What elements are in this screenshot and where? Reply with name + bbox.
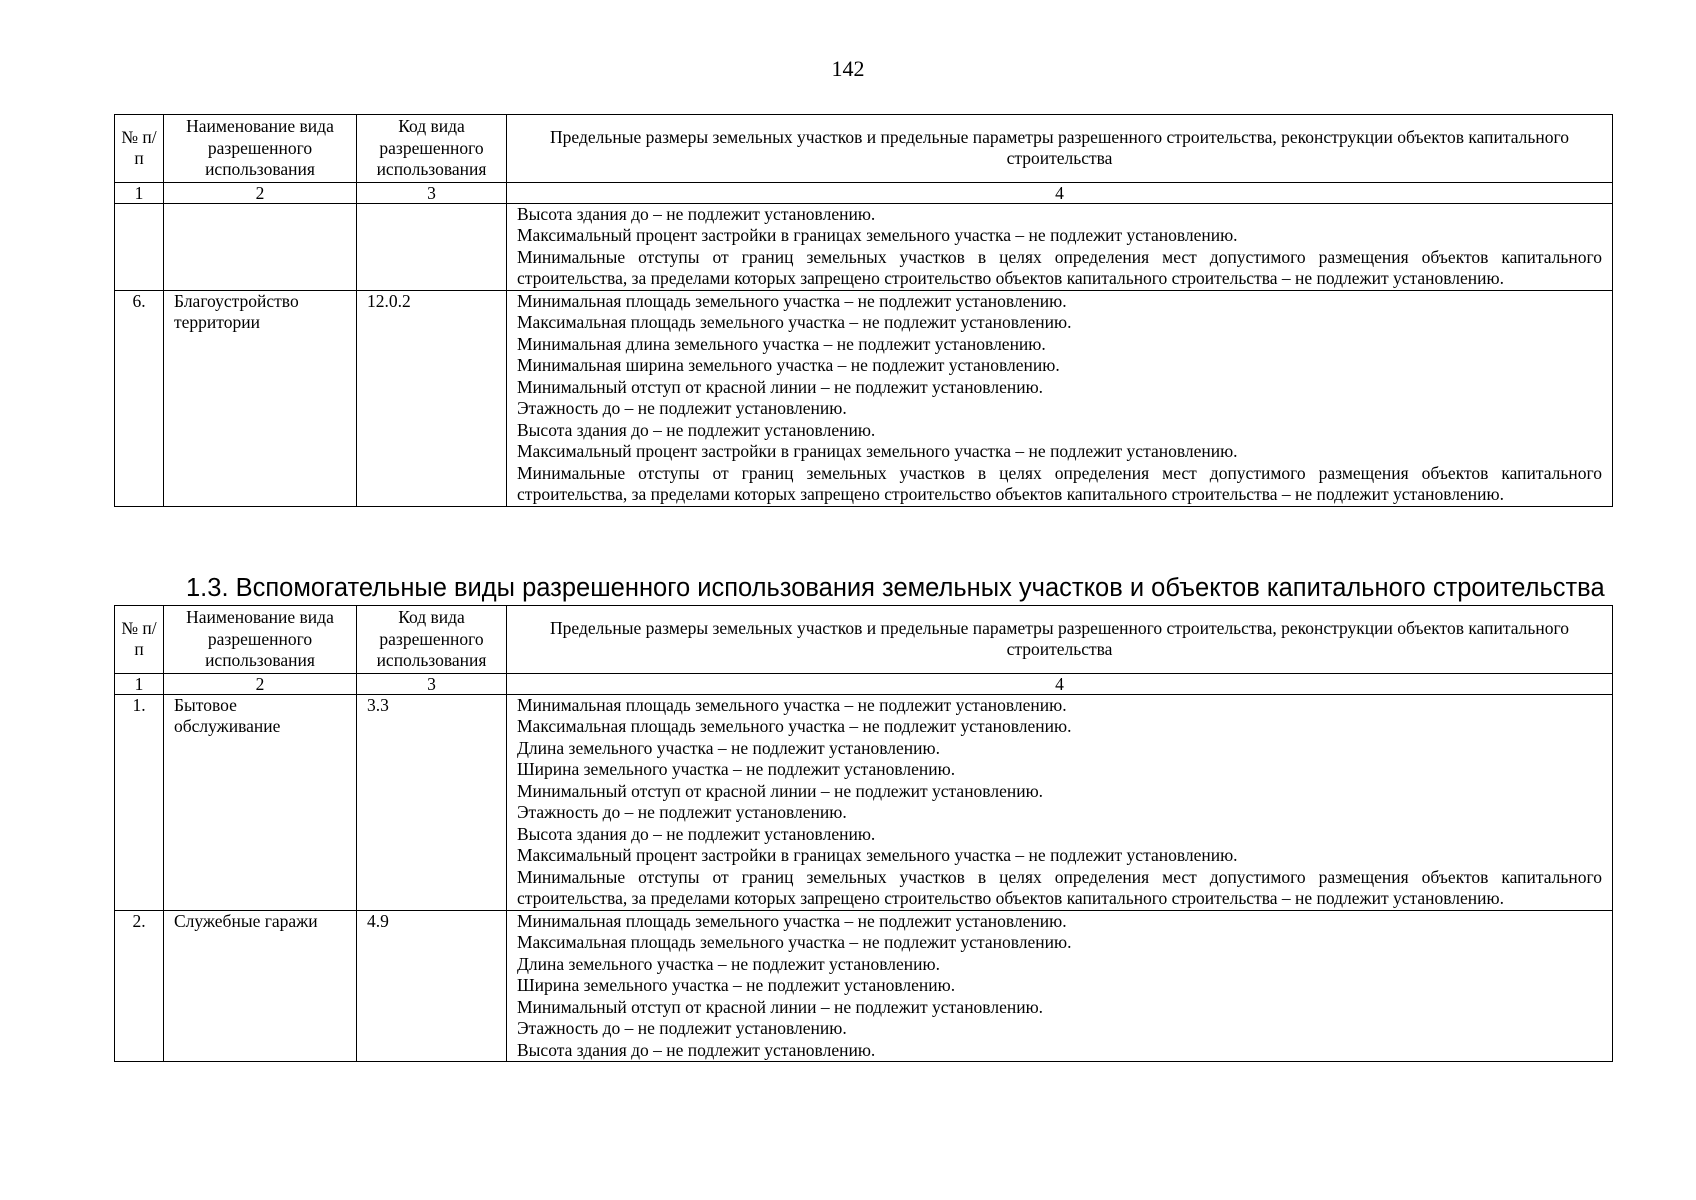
column-number-row (115, 182, 1613, 203)
parameter-line: Максимальный процент застройки в границах земельного участка – не подлежит установлению. (517, 441, 1238, 461)
page-number: 142 (831, 56, 865, 81)
parameter-line: Минимальная длина земельного участка – не подлежит установлению. (517, 333, 1046, 354)
row-number (115, 203, 164, 290)
header-use-code: Код вида разрешенного использования (357, 606, 507, 674)
header-number: № п/п (115, 115, 164, 183)
column-number: 4 (507, 182, 1613, 203)
row-parameters (507, 203, 1613, 290)
parameter-line: Высота здания до – не подлежит установлению. (517, 419, 876, 440)
parameter-line: Этажность до – не подлежит установлению. (517, 1018, 847, 1038)
parameter-line: Минимальный отступ от красной линии – не подлежит установлению. (517, 376, 1044, 397)
column-number: 1 (115, 182, 164, 203)
header-use-name: Наименование вида разрешенного использования (164, 115, 357, 183)
column-number: 3 (357, 182, 507, 203)
parameter-line: Минимальная площадь земельного участка – не подлежит установлению. (517, 910, 1067, 931)
parameter-line: Максимальный процент застройки в границах земельного участка – не подлежит установлению. (517, 845, 1238, 865)
parameter-line: Минимальные отступы от границ земельных участков в целях определения мест допустимого размещения объектов капитального строительства, за пределами которых запрещено строительство объектов капитального строительства – не подлежит установлению. (517, 246, 1602, 288)
header-parameters: Предельные размеры земельных участков и предельные параметры разрешенного строительства, реконструкции объектов капитального строительства (507, 606, 1613, 674)
parameter-line: Высота здания до – не подлежит установлению. (517, 203, 876, 224)
parameter-line: Этажность до – не подлежит установлению. (517, 802, 847, 822)
parameter-line: Длина земельного участка – не подлежит установлению. (517, 953, 940, 974)
row-use-name (164, 203, 357, 290)
column-number: 1 (115, 673, 164, 694)
parameter-line: Ширина земельного участка – не подлежит установлению. (517, 975, 956, 995)
table-header-row (115, 115, 1613, 183)
row-use-name: Служебные гаражи (164, 910, 357, 1062)
header-use-name: Наименование вида разрешенного использования (164, 606, 357, 674)
section-title: 1.3. Вспомогательные виды разрешенного использования земельных участков и объектов капитального строительства (186, 574, 1605, 602)
row-parameters (507, 290, 1613, 506)
row-use-code: 4.9 (357, 910, 507, 1062)
row-number: 6. (115, 290, 164, 506)
table-header-row (115, 606, 1613, 674)
column-number-row (115, 673, 1613, 694)
parameter-line: Длина земельного участка – не подлежит установлению. (517, 737, 940, 758)
row-number: 2. (115, 910, 164, 1062)
header-parameters: Предельные размеры земельных участков и предельные параметры разрешенного строительства, реконструкции объектов капитального строительства (507, 115, 1613, 183)
parameter-line: Высота здания до – не подлежит установлению. (517, 823, 876, 844)
row-parameters (507, 910, 1613, 1062)
parameter-line: Минимальная площадь земельного участка – не подлежит установлению. (517, 694, 1067, 715)
parameter-line: Минимальные отступы от границ земельных участков в целях определения мест допустимого размещения объектов капитального строительства, за пределами которых запрещено строительство объектов капитального строительства – не подлежит установлению. (517, 462, 1602, 504)
parameter-line: Этажность до – не подлежит установлению. (517, 398, 847, 418)
table-row (115, 203, 1613, 290)
row-use-code: 3.3 (357, 694, 507, 910)
table-row (115, 694, 1613, 910)
table-row (115, 290, 1613, 506)
parameter-line: Минимальные отступы от границ земельных участков в целях определения мест допустимого размещения объектов капитального строительства, за пределами которых запрещено строительство объектов капитального строительства – не подлежит установлению. (517, 866, 1602, 908)
row-use-name: Бытовое обслуживание (164, 694, 357, 910)
parameter-line: Ширина земельного участка – не подлежит установлению. (517, 759, 956, 779)
parameter-line: Минимальная площадь земельного участка – не подлежит установлению. (517, 290, 1067, 311)
row-number: 1. (115, 694, 164, 910)
parameter-line: Максимальный процент застройки в границах земельного участка – не подлежит установлению. (517, 225, 1238, 245)
table-row (115, 910, 1613, 1062)
header-number: № п/п (115, 606, 164, 674)
column-number: 2 (164, 673, 357, 694)
row-use-code: 12.0.2 (357, 290, 507, 506)
parameter-line: Минимальная ширина земельного участка – не подлежит установлению. (517, 355, 1060, 375)
parameter-line: Высота здания до – не подлежит установлению. (517, 1039, 876, 1060)
row-parameters (507, 694, 1613, 910)
column-number: 2 (164, 182, 357, 203)
parameter-line: Максимальная площадь земельного участка – не подлежит установлению. (517, 932, 1072, 952)
row-use-name: Благоустройство территории (164, 290, 357, 506)
land-use-table-main (114, 114, 1613, 507)
parameter-line: Максимальная площадь земельного участка – не подлежит установлению. (517, 716, 1072, 736)
column-number: 4 (507, 673, 1613, 694)
column-number: 3 (357, 673, 507, 694)
parameter-line: Минимальный отступ от красной линии – не подлежит установлению. (517, 996, 1044, 1017)
parameter-line: Минимальный отступ от красной линии – не подлежит установлению. (517, 780, 1044, 801)
parameter-line: Максимальная площадь земельного участка – не подлежит установлению. (517, 312, 1072, 332)
land-use-table-auxiliary (114, 605, 1613, 1062)
header-use-code: Код вида разрешенного использования (357, 115, 507, 183)
row-use-code (357, 203, 507, 290)
